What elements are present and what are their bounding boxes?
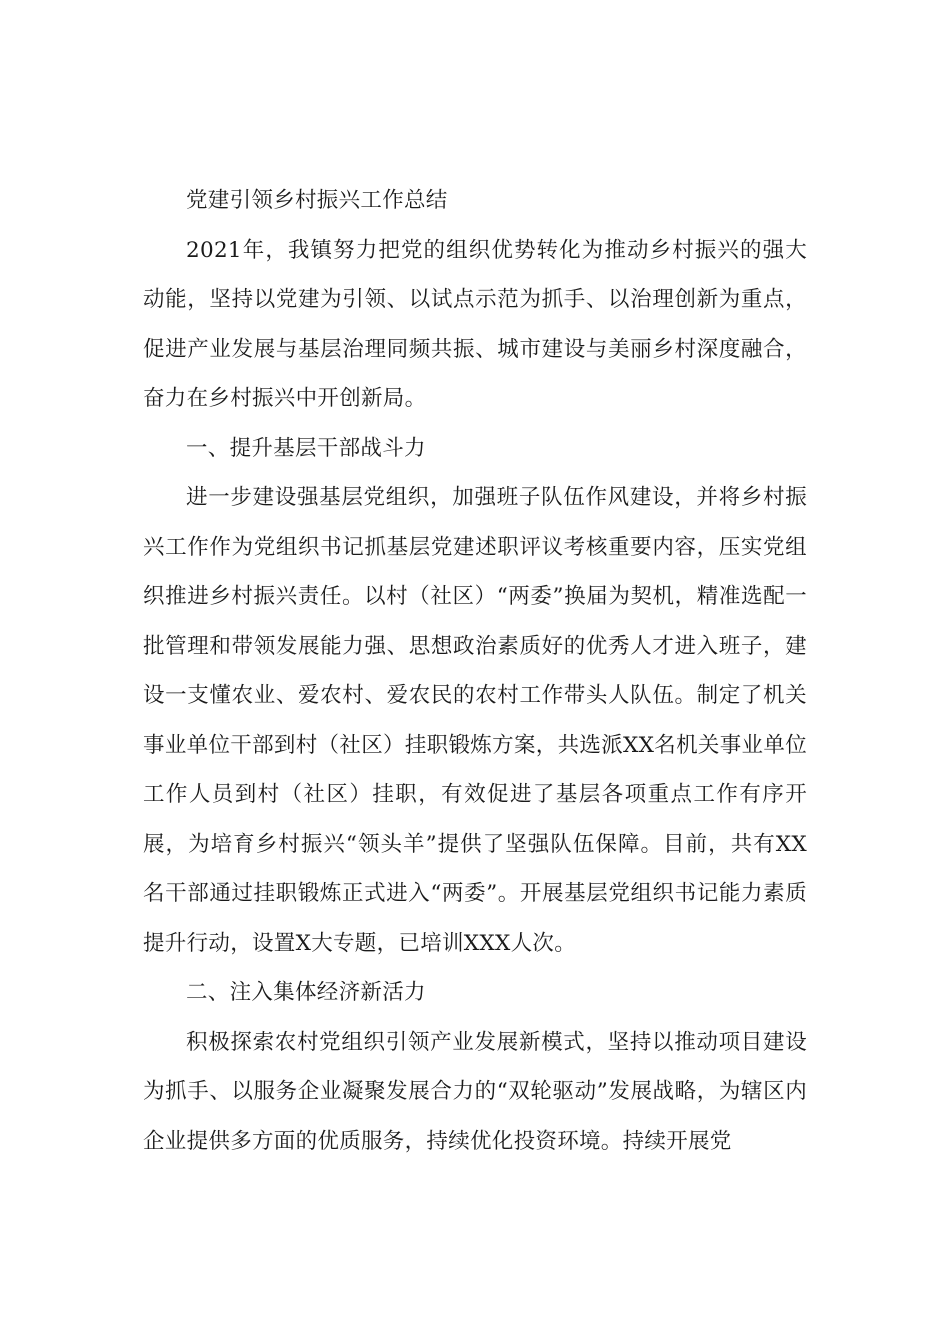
paragraph-intro: 2021年，我镇努力把党的组织优势转化为推动乡村振兴的强大动能，坚持以党建为引领、以试点示范为抓手、以治理创新为重点，促进产业发展与基层治理同频共振、城市建设与美丽乡村深度融合，奋力在乡村振兴中开创新局。 xyxy=(143,237,807,411)
section-heading-1: 一、提升基层干部战斗力 xyxy=(186,435,426,461)
paragraph-section-2: 积极探索农村党组织引领产业发展新模式，坚持以推动项目建设为抓手、以服务企业凝聚发展合力的“双轮驱动”发展战略，为辖区内企业提供多方面的优质服务，持续优化投资环境。持续开展党 xyxy=(143,1029,807,1154)
section-heading-2: 二、注入集体经济新活力 xyxy=(186,980,426,1005)
document-title: 党建引领乡村振兴工作总结 xyxy=(186,188,448,213)
document-body xyxy=(143,176,807,1166)
paragraph-section-1: 进一步建设强基层党组织，加强班子队伍作风建设，并将乡村振兴工作作为党组织书记抓基层党建述职评议考核重要内容，压实党组织推进乡村振兴责任。以村（社区）“两委”换届为契机，精准选配一批管理和带领发展能力强、思想政治素质好的优秀人才进入班子，建设一支懂农业、爱农村、爱农民的农村工作带头人队伍。制定了机关事业单位干部到村（社区）挂职锻炼方案，共选派XX名机关事业单位工作人员到村（社区）挂职，有效促进了基层各项重点工作有序开展，为培育乡村振兴“领头羊”提供了坚强队伍保障。目前，共有XX名干部通过挂职锻炼正式进入“两委”。开展基层党组织书记能力素质提升行动，设置X大专题，已培训XXX人次。 xyxy=(143,485,807,956)
